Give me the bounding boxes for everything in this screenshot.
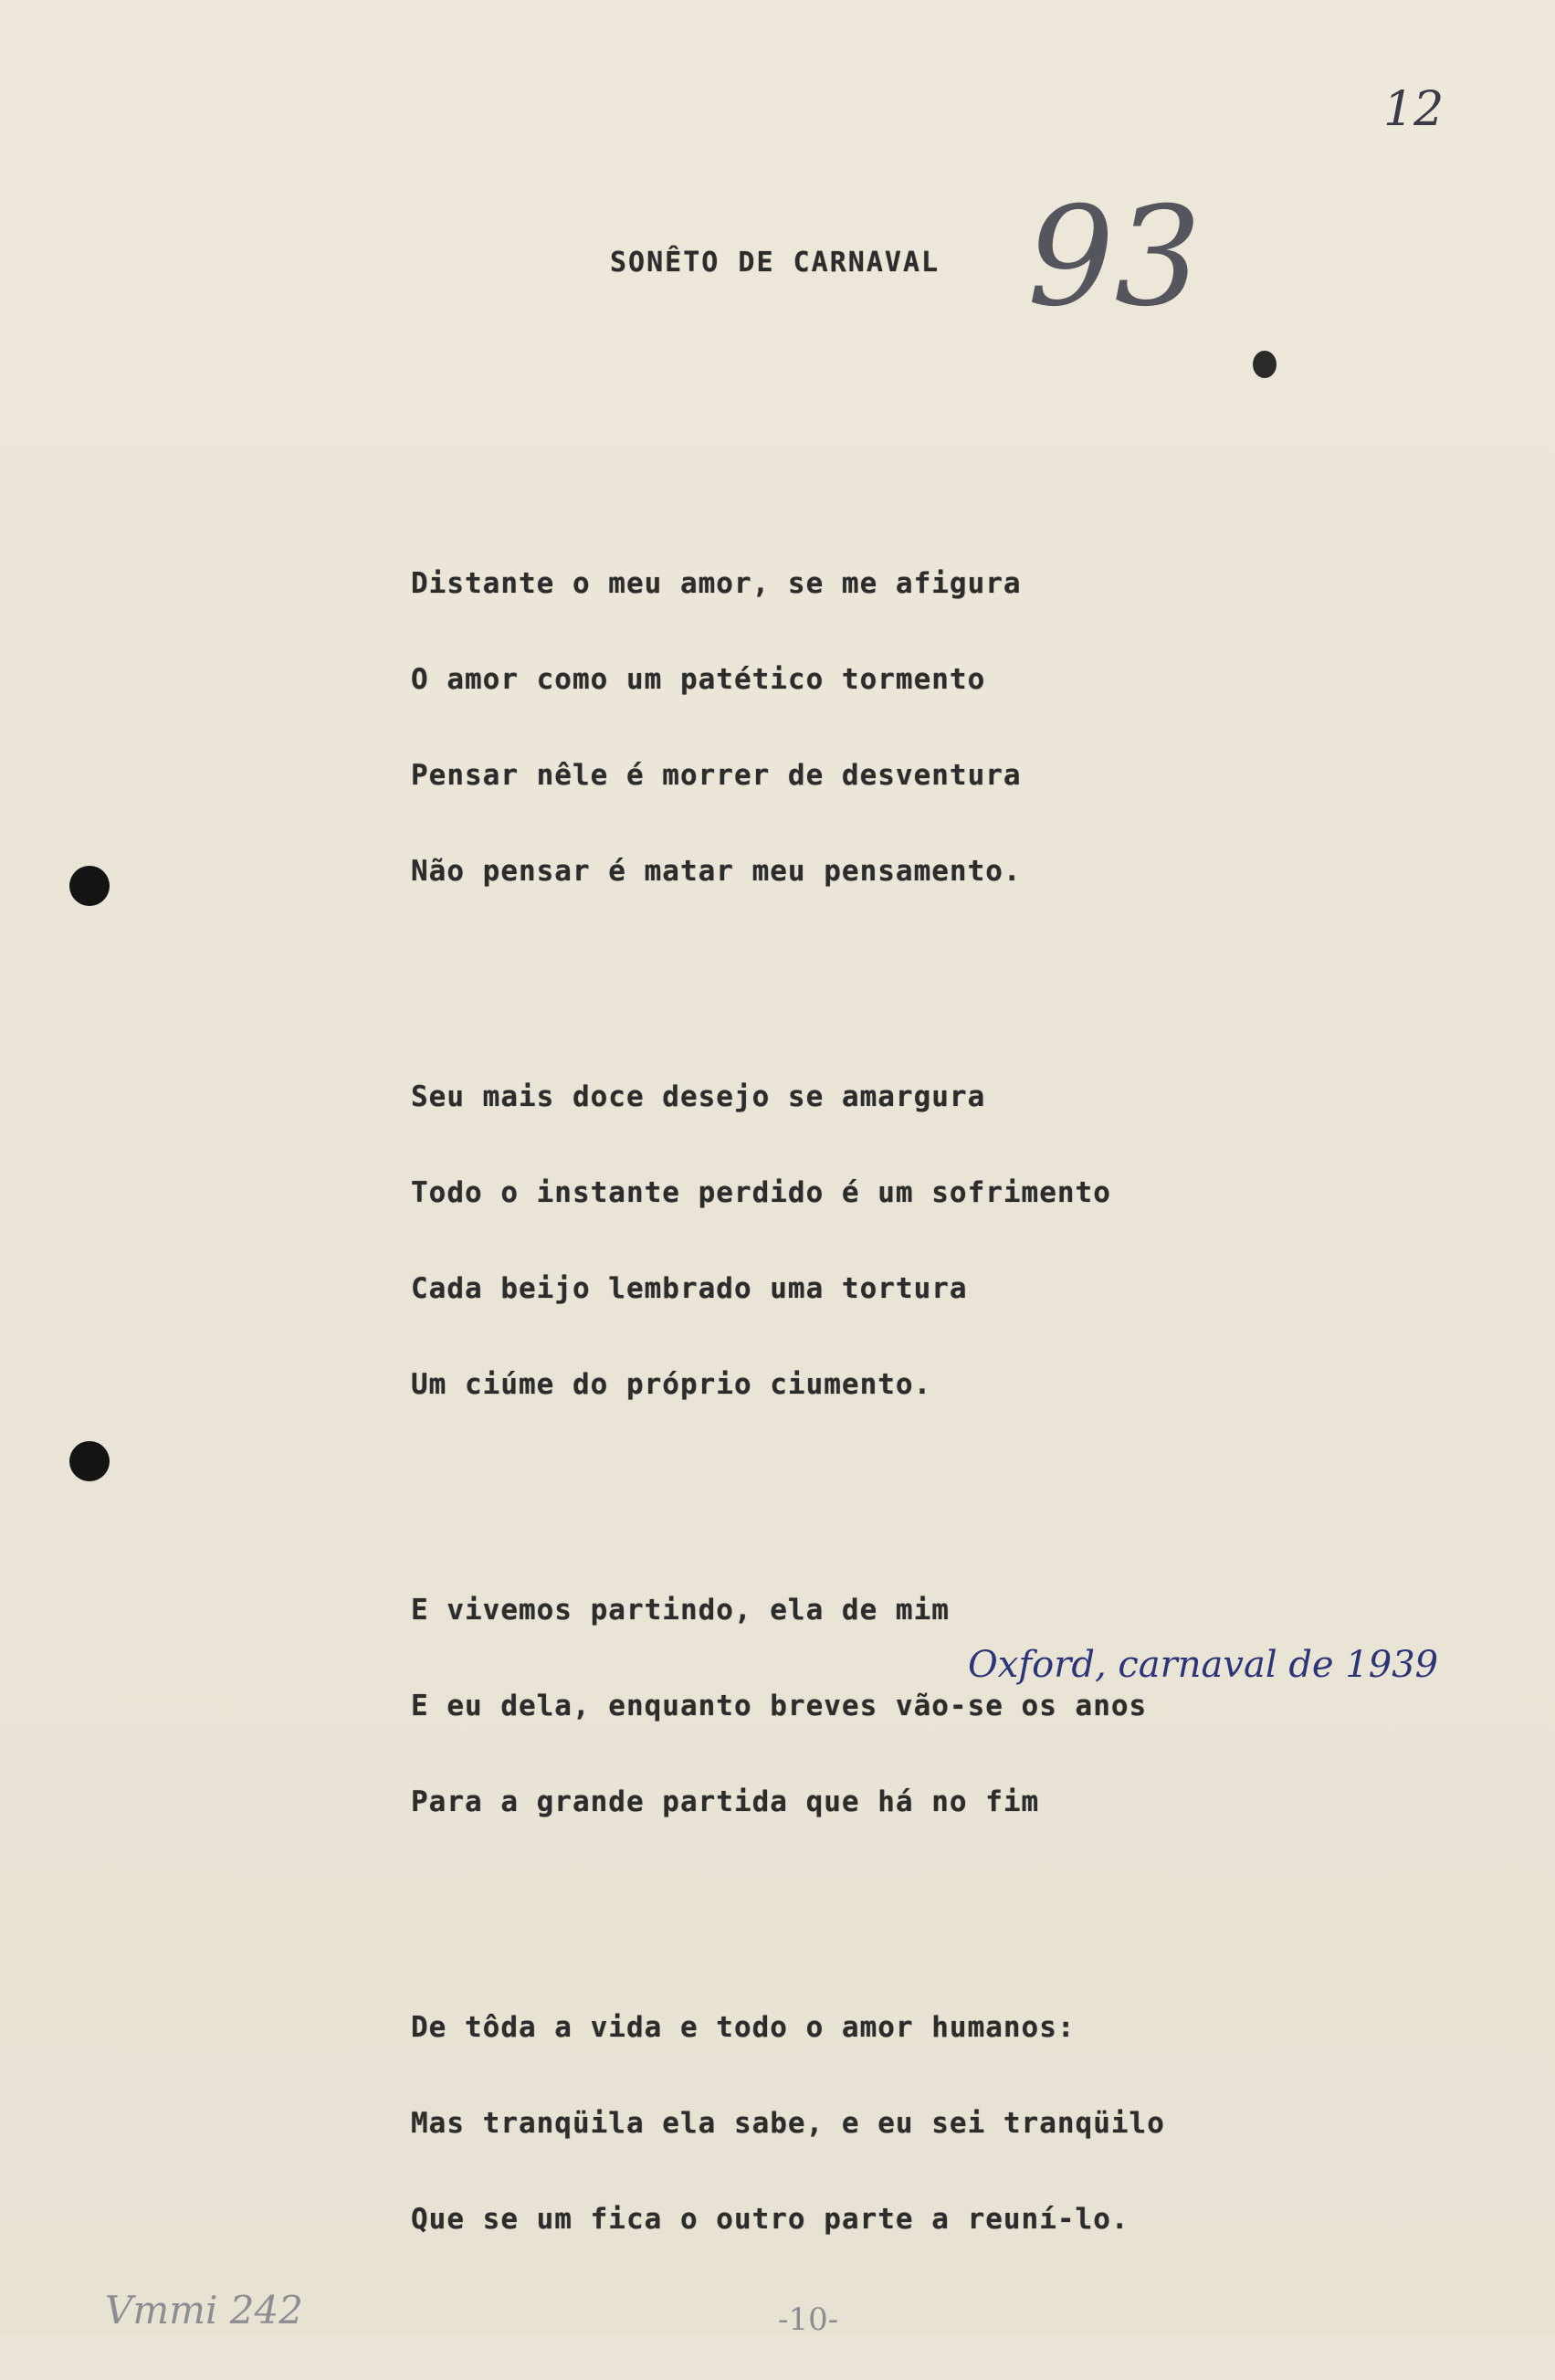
poem-line: Para a grande partida que há no fim <box>411 1785 1040 1818</box>
poem-line: Todo o instante perdido é um sofrimento <box>411 1176 1111 1209</box>
poem-line: Que se um fica o outro parte a reuní-lo. <box>411 2203 1129 2236</box>
poem-line: De tôda a vida e todo o amor humanos: <box>411 2011 1076 2044</box>
poem-title: SONÊTO DE CARNAVAL <box>610 247 940 279</box>
poem-line: O amor como um patético tormento <box>411 663 986 696</box>
stanza-2 <box>411 1032 1165 1450</box>
ink-spot <box>1253 351 1277 378</box>
bottom-page-marker: -10- <box>778 2301 839 2338</box>
poem-line: Pensar nêle é morrer de desventura <box>411 759 1022 792</box>
poem-line: Um ciúme do próprio ciumento. <box>411 1368 932 1401</box>
poem-line: E eu dela, enquanto breves vão-se os anos <box>411 1690 1148 1722</box>
poem-line: Não pensar é matar meu pensamento. <box>411 855 1022 888</box>
stanza-1 <box>411 519 1165 937</box>
punch-hole-upper <box>69 866 110 906</box>
folio-number: 93 <box>1027 178 1202 337</box>
punch-hole-lower <box>69 1441 110 1481</box>
poem-body <box>411 484 1165 2380</box>
poem-line: E vivemos partindo, ela de mim <box>411 1594 950 1627</box>
stanza-3 <box>411 1545 1165 1868</box>
poem-line: Seu mais doce desejo se amargura <box>411 1080 986 1113</box>
poem-line: Distante o meu amor, se me afigura <box>411 567 1022 600</box>
poem-line: Mas tranqüila ela sabe, e eu sei tranqüilo <box>411 2107 1165 2140</box>
poem-line: Cada beijo lembrado uma tortura <box>411 1272 968 1305</box>
handwritten-dateline: Oxford, carnaval de 1939 <box>968 1644 1439 1686</box>
stanza-4 <box>411 1963 1165 2285</box>
bottom-left-note: Vmmi 242 <box>105 2288 303 2333</box>
page-number: 12 <box>1383 82 1445 137</box>
